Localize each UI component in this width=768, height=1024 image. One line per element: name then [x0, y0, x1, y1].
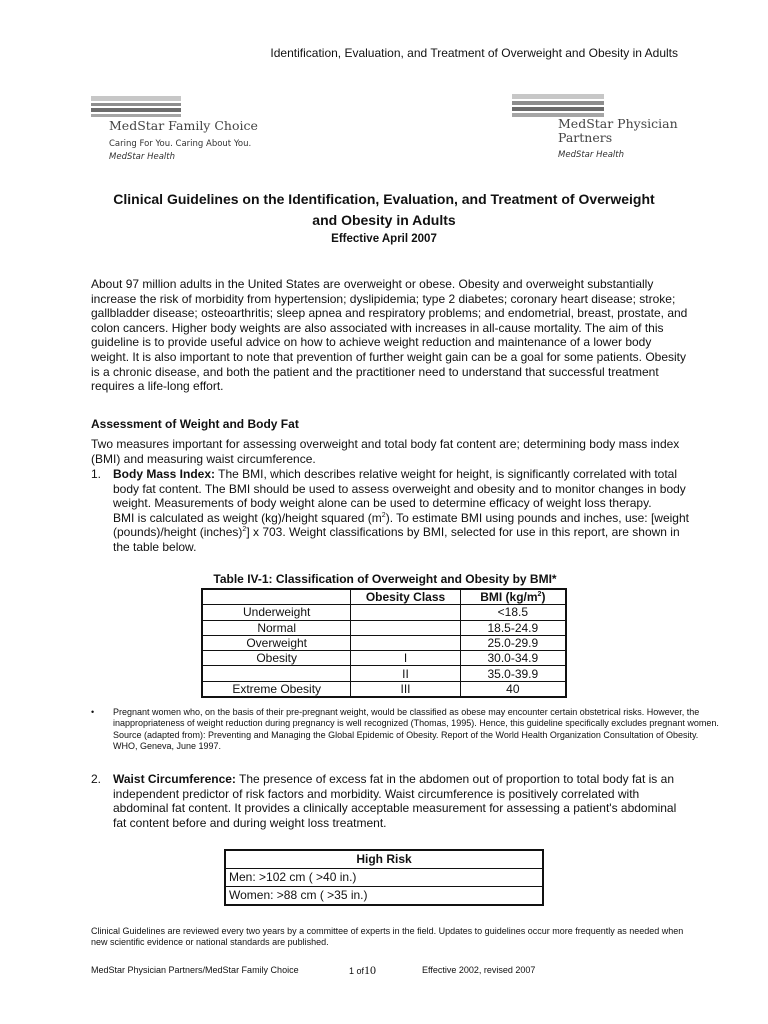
logo-stripes — [512, 94, 604, 118]
bullet-icon: • — [91, 707, 95, 717]
cell: Women: >88 cm ( >35 in.) — [225, 887, 543, 906]
item-label: Body Mass Index: — [113, 467, 216, 481]
item-text: The BMI, which describes relative weight for height, is significantly correlated with total body fat content. The BMI should be used to assess overweight and obesity and to monitor changes in body weight. Measurements of body weight alone can be used to determine efficacy of weight loss therapy. — [113, 467, 686, 511]
bmi-classification-table — [201, 588, 567, 698]
logo-name-line1: MedStar Physician — [558, 116, 678, 131]
header-cell: BMI $(kg/m^2)$ — [460, 589, 566, 605]
section-heading: Assessment of Weight and Body Fat — [91, 417, 299, 431]
table-row — [225, 887, 543, 906]
page-of: of — [354, 966, 365, 976]
header-cell: High Risk — [225, 850, 543, 869]
cell: Obesity — [202, 651, 351, 666]
cell: II — [351, 666, 460, 681]
cell: <18.5 — [460, 605, 566, 620]
running-header: Identification, Evaluation, and Treatment of Overweight and Obesity in Adults — [270, 46, 678, 60]
table-row — [225, 869, 543, 887]
formula-sup-1: 2 — [381, 511, 386, 519]
logo-name: MedStar Family Choice — [109, 118, 258, 133]
table-row — [202, 666, 566, 681]
cell: 25.0-29.9 — [460, 635, 566, 650]
cell: I — [351, 651, 460, 666]
formula-a: BMI is calculated as weight (kg)/height squared (m — [113, 510, 382, 525]
title-line-1: Clinical Guidelines on the Identification, Evaluation, and Treatment of Overweight — [113, 191, 655, 207]
item-text: The presence of excess fat in the abdomen out of proportion to total body fat is an independent predictor of risk factors and morbidity. Waist circumference is positively correlated with abdominal fat content. It provides a clinically acceptable measurement for assessing a patient's abdominal fat content before and during weight loss treatment. — [113, 772, 677, 830]
cell: III — [351, 681, 460, 697]
formula-b: ). To estimate BMI using pounds and inches, use: [weight (pounds)/height (inches) — [113, 510, 689, 540]
footer-right: Effective 2002, revised 2007 — [422, 965, 536, 975]
item-label: Waist Circumference: — [113, 772, 236, 786]
review-note: Clinical Guidelines are reviewed every two years by a committee of experts in the field. Updates to guidelines occur more frequently as needed when new scientific evidence or national standards are published. — [91, 926, 684, 948]
total-pages: 10 — [364, 963, 377, 977]
cell: Underweight — [202, 605, 351, 620]
footer-left: MedStar Physician Partners/MedStar Family Choice — [91, 965, 299, 975]
item-number: 2. — [91, 772, 102, 786]
cell — [351, 620, 460, 635]
table-notes — [91, 707, 721, 753]
source-note: Source (adapted from): Preventing and Managing the Global Epidemic of Obesity. Report of the World Health Organization Consultation of Obesity. WHO, Geneva, June 1997. — [113, 729, 699, 752]
current-page: 1 — [349, 966, 355, 976]
cell — [351, 605, 460, 620]
cell: Overweight — [202, 635, 351, 650]
header-cell: Obesity Class — [351, 589, 460, 605]
page-number — [349, 963, 376, 978]
pregnancy-note: Pregnant women who, on the basis of their pre-pregnant weight, would be classified as obese may encounter certain obstetrical risks. However, the inappropriateness of weight reduction during pregnancy is well recognized (Thomas, 1995). Hence, this guideline specifically excludes pregnant women. — [113, 707, 719, 729]
cell: Men: >102 cm ( >40 in.) — [225, 869, 543, 887]
cell: 18.5-24.9 — [460, 620, 566, 635]
logo-name-line2: Partners — [558, 130, 613, 145]
logo-sub: MedStar Health — [558, 150, 625, 160]
cell: Normal — [202, 620, 351, 635]
logo-stripes — [91, 96, 181, 118]
medstar-physician-partners-logo — [512, 94, 692, 169]
item-number: 1. — [91, 467, 102, 481]
bmi-table-title: Table IV-1: Classification of Overweight and Obesity by BMI* — [213, 572, 557, 586]
header-cell — [202, 589, 351, 605]
logo-tagline: Caring For You. Caring About You. — [109, 139, 252, 149]
formula-c: ] x 703. Weight classifications by BMI, selected for use in this report, are shown in the table below. — [113, 525, 680, 554]
waist-risk-table — [224, 849, 544, 906]
table-row — [202, 605, 566, 620]
assessment-paragraph: Two measures important for assessing overweight and total body fat content are; determining body mass index (BMI) and measuring waist circumference. — [91, 437, 680, 466]
title-line-2: and Obesity in Adults — [312, 212, 456, 228]
table-row — [202, 651, 566, 666]
logo-sub: MedStar Health — [109, 152, 176, 162]
cell — [351, 635, 460, 650]
table-row — [202, 635, 566, 650]
table-header-row — [225, 850, 543, 869]
table-header-row — [202, 589, 566, 605]
intro-paragraph: About 97 million adults in the United States are overweight or obese. Obesity and overweight substantially increase the risk of morbidity from hypertension; dyslipidemia; type 2 diabetes; coronary heart disease; stroke; gallbladder disease; osteoarthritis; sleep apnea and respiratory problems; and endometrial, breast, prostate, and colon cancers. Higher body weights are also associated with increases in all-cause mortality. The aim of this guideline is to provide useful advice on how to achieve weight reduction and maintenance of a lower body weight. It is also important to note that prevention of further weight gain can be a goal for some patients. Obesity is a chronic disease, and both the patient and the practitioner need to understand that successful treatment requires a life-long effort. — [91, 277, 688, 394]
bmi-item — [91, 467, 691, 555]
table-row — [202, 620, 566, 635]
cell: 40 — [460, 681, 566, 697]
waist-item — [91, 772, 691, 830]
effective-date: Effective April 2007 — [331, 233, 437, 245]
page-title — [90, 189, 678, 231]
formula-sup-2: 2 — [242, 526, 247, 534]
cell: 35.0-39.9 — [460, 666, 566, 681]
cell — [202, 666, 351, 681]
medstar-family-choice-logo — [91, 96, 291, 176]
cell: Extreme Obesity — [202, 681, 351, 697]
cell: 30.0-34.9 — [460, 651, 566, 666]
table-row — [202, 681, 566, 697]
